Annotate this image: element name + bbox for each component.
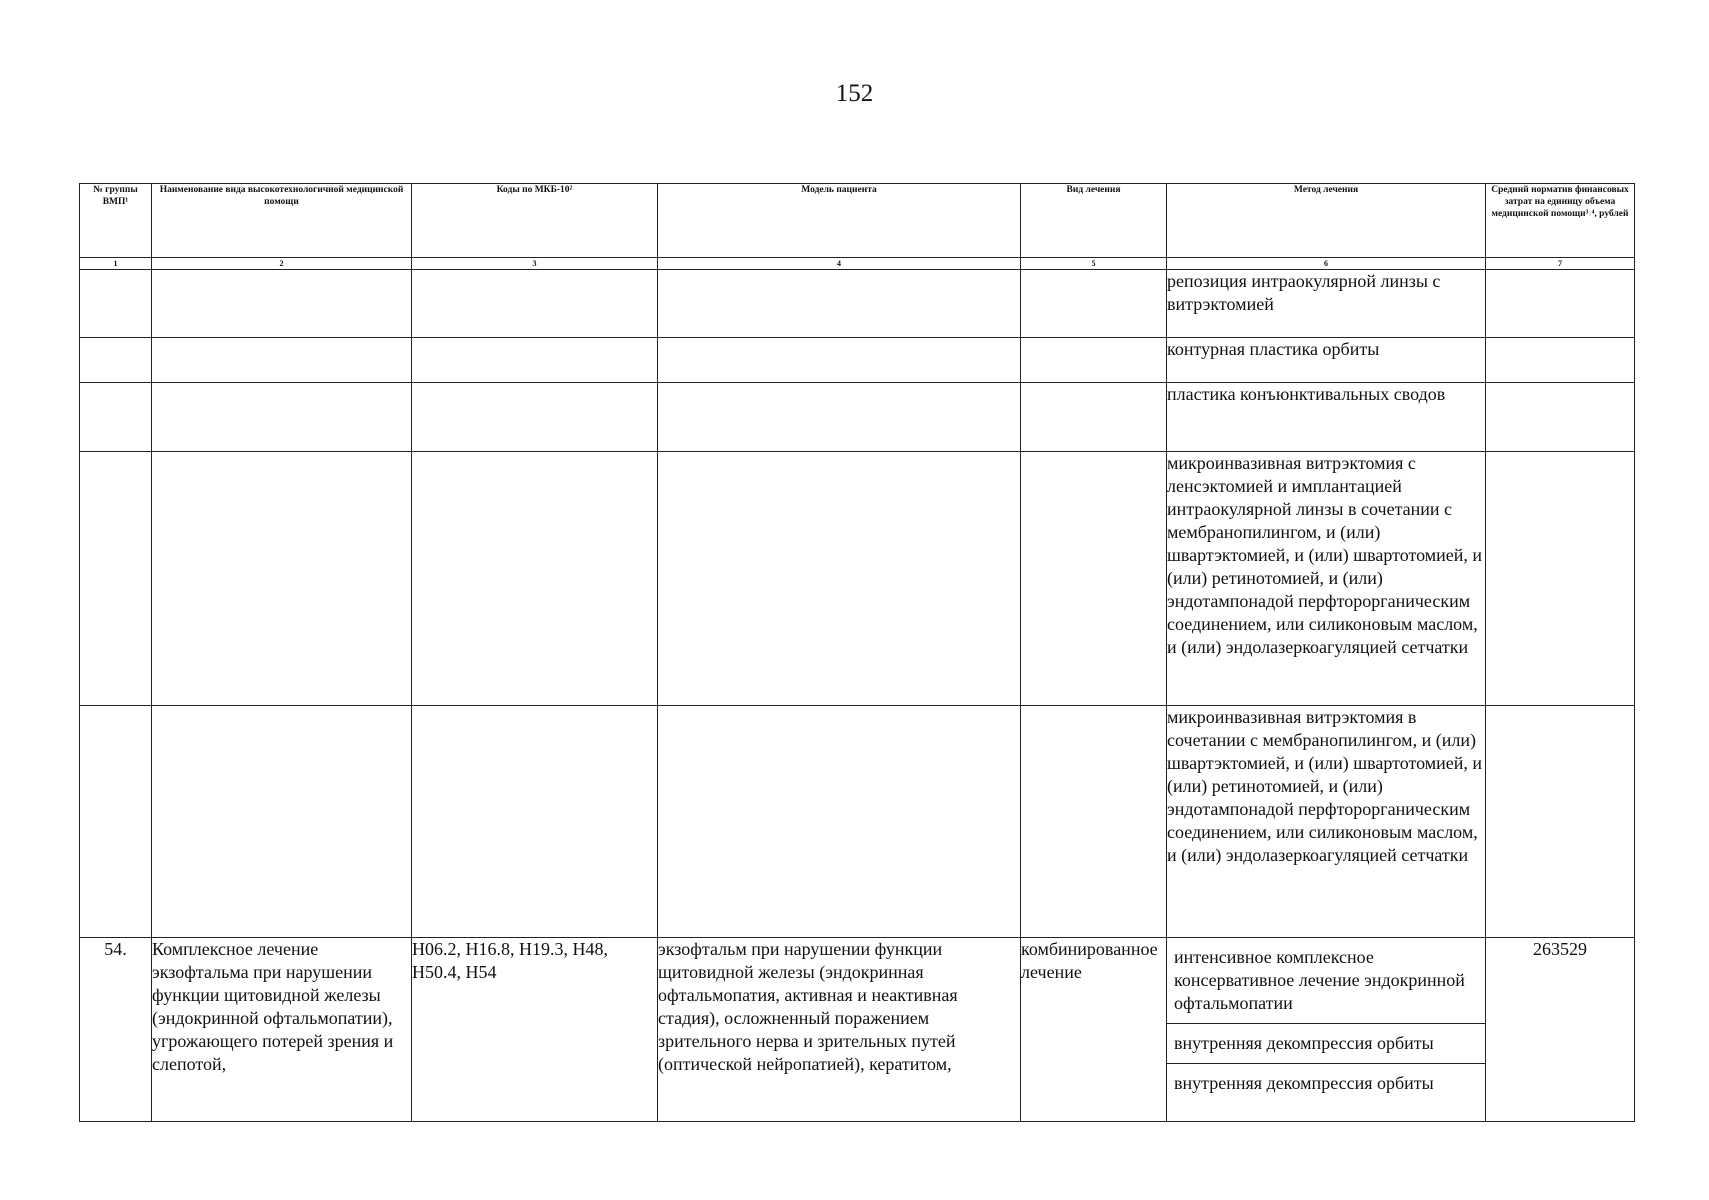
column-number-row xyxy=(80,258,1635,270)
method-cell: контурная пластика орбиты xyxy=(1167,338,1486,383)
column-number: 3 xyxy=(412,258,658,270)
column-number: 4 xyxy=(658,258,1021,270)
header-cost-norm: Средний норматив финансовых затрат на единицу объема медицинской помощи³˒⁴, рублей xyxy=(1486,184,1635,258)
method-cell: пластика конъюнктивальных сводов xyxy=(1167,383,1486,452)
group-row xyxy=(80,938,1635,1122)
care-name: Комплексное лечение экзофтальма при нарушении функции щитовидной железы (эндокринной офтальмопатии), угрожающего потерей зрения и слепотой, xyxy=(152,938,412,1122)
header-treatment-method: Метод лечения xyxy=(1167,184,1486,258)
table-row xyxy=(80,452,1635,706)
icd-codes: H06.2, H16.8, H19.3, H48, H50.4, H54 xyxy=(412,938,658,1122)
header-care-name: Наименование вида высокотехнологичной медицинской помощи xyxy=(152,184,412,258)
column-number: 6 xyxy=(1167,258,1486,270)
page-number: 152 xyxy=(835,80,874,107)
header-icd-codes: Коды по МКБ-10² xyxy=(412,184,658,258)
header-patient-model: Модель пациента xyxy=(658,184,1021,258)
group-number: 54. xyxy=(80,938,152,1122)
table-row xyxy=(80,383,1635,452)
method-cell: репозиция интраокулярной линзы с витрэктомией xyxy=(1167,270,1486,338)
table-row xyxy=(80,338,1635,383)
column-number: 5 xyxy=(1021,258,1167,270)
method-stack xyxy=(1167,938,1486,1122)
treatment-type: комбинированное лечение xyxy=(1021,938,1167,1122)
vmp-table xyxy=(79,183,1635,1122)
method-cell: микроинвазивная витрэктомия с ленсэктомией и имплантацией интраокулярной линзы в сочетании с мембранопилингом, и (или) швартэктомией, и (или) швартотомией, и (или) ретинотомией, и (или) эндотампонадой перфторорганическим соединением, или силиконовым маслом, и (или) эндолазеркоагуляцией сетчатки xyxy=(1167,452,1486,706)
method-cell: внутренняя декомпрессия орбиты xyxy=(1167,1024,1485,1064)
table-row xyxy=(80,270,1635,338)
column-number: 1 xyxy=(80,258,152,270)
cost-value: 263529 xyxy=(1486,938,1635,1122)
patient-model: экзофтальм при нарушении функции щитовидной железы (эндокринная офтальмопатия, активная и неактивная стадия), осложненный поражением зрительного нерва и зрительных путей (оптической нейропатией), кератитом, xyxy=(658,938,1021,1122)
method-cell: микроинвазивная витрэктомия в сочетании с мембранопилингом, и (или) швартэктомией, и (или) швартотомией, и (или) ретинотомией, и (или) эндотампонадой перфторорганическим соединением, или силиконовым маслом, и (или) эндолазеркоагуляцией сетчатки xyxy=(1167,706,1486,938)
column-number: 2 xyxy=(152,258,412,270)
header-row xyxy=(80,184,1635,258)
column-number: 7 xyxy=(1486,258,1635,270)
header-treatment-type: Вид лечения xyxy=(1021,184,1167,258)
header-group-number: № группы ВМП¹ xyxy=(80,184,152,258)
method-cell: внутренняя декомпрессия орбиты xyxy=(1174,1073,1434,1093)
method-cell: интенсивное комплексное консервативное лечение эндокринной офтальмопатии xyxy=(1167,938,1485,1024)
table-row xyxy=(80,706,1635,938)
